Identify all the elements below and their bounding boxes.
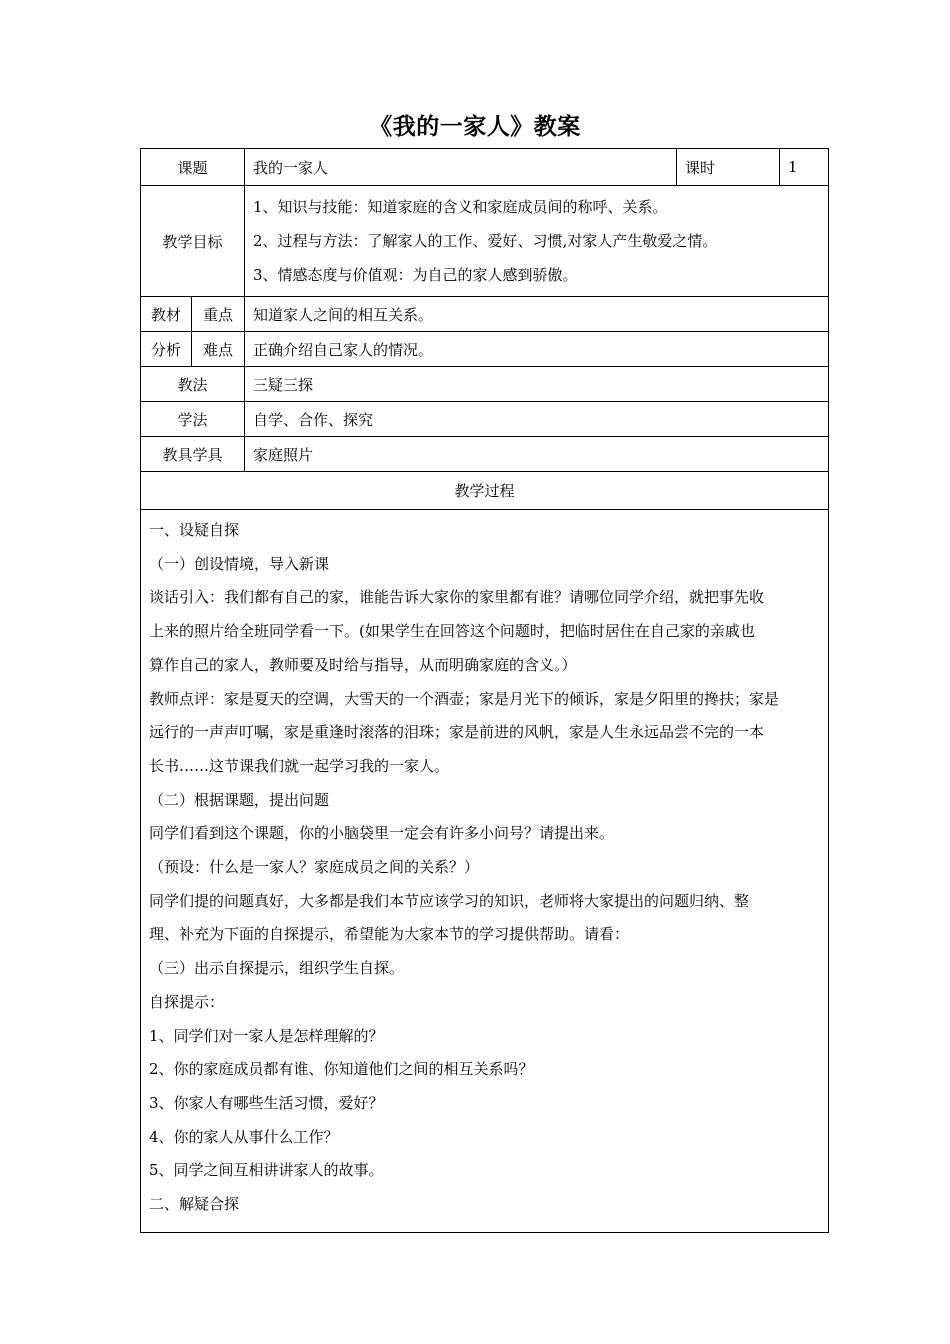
- key-point-label: 重点: [192, 297, 245, 332]
- difficulty-label: 难点: [192, 332, 245, 367]
- period-value: 1: [780, 149, 829, 186]
- process-line: 5、同学之间互相讲讲家人的故事。: [149, 1161, 384, 1180]
- process-line: 3、你家人有哪些生活习惯，爱好？: [149, 1093, 384, 1112]
- process-line: 同学们看到这个课题，你的小脑袋里一定会有许多小问号？请提出来。: [149, 824, 615, 843]
- process-line: 二、解疑合探: [149, 1195, 240, 1214]
- process-line: 自探提示：: [149, 992, 225, 1011]
- process-line: （一）创设情境，导入新课: [149, 554, 330, 573]
- analysis-label-bottom: 分析: [141, 332, 192, 367]
- goal-item: 2、过程与方法：了解家人的工作、爱好、习惯,对家人产生敬爱之情。: [253, 232, 718, 250]
- process-line: 4、你的家人从事什么工作？: [149, 1127, 339, 1146]
- topic-value: 我的一家人: [245, 149, 677, 186]
- teaching-method-value: 三疑三探: [245, 367, 829, 402]
- difficulty-value: 正确介绍自己家人的情况。: [245, 332, 829, 367]
- teaching-method-label: 教法: [141, 367, 245, 402]
- difficulty-row: [141, 332, 829, 367]
- process-line: 算作自己的家人，教师要及时给与指导，从而明确家庭的含义。）: [149, 655, 577, 674]
- process-line: 一、设疑自探: [149, 521, 240, 539]
- learning-method-value: 自学、合作、探究: [245, 402, 829, 437]
- process-line: 2、你的家庭成员都有谁、你知道他们之间的相互关系吗？: [149, 1060, 534, 1079]
- goals-row: [141, 186, 829, 297]
- teaching-tools-label: 教具学具: [141, 437, 245, 472]
- learning-method-row: [141, 402, 829, 437]
- process-line: 教师点评：家是夏天的空调，大雪天的一个酒壶；家是月光下的倾诉，家是夕阳里的搀扶；家是: [149, 689, 780, 708]
- process-line: 长书……这节课我们就一起学习我的一家人。: [149, 756, 450, 775]
- process-content: [141, 510, 829, 1233]
- teaching-tools-row: [141, 437, 829, 472]
- topic-label: 课题: [141, 149, 245, 186]
- topic-row: [141, 149, 829, 186]
- goal-item: 3、情感态度与价值观：为自己的家人感到骄傲。: [253, 266, 578, 284]
- process-row: [141, 510, 829, 1233]
- process-heading: 教学过程: [141, 472, 829, 510]
- teaching-method-row: [141, 367, 829, 402]
- goals-label: 教学目标: [141, 186, 245, 297]
- process-heading-row: [141, 472, 829, 510]
- lesson-plan-table: [140, 148, 829, 1233]
- key-point-row: [141, 297, 829, 332]
- goals-content: [245, 186, 829, 297]
- process-line: （预设：什么是一家人？家庭成员之间的关系？）: [149, 858, 480, 877]
- document-title: 《我的一家人》教案: [369, 114, 581, 140]
- teaching-tools-value: 家庭照片: [245, 437, 829, 472]
- goal-item: 1、知识与技能：知道家庭的含义和家庭成员间的称呼、关系。: [253, 198, 668, 216]
- process-line: 远行的一声声叮嘱，家是重逢时滚落的泪珠；家是前进的风帆，家是人生永远品尝不完的一本: [149, 723, 765, 742]
- process-line: 理、补充为下面的自探提示，希望能为大家本节的学习提供帮助。请看：: [149, 925, 630, 944]
- analysis-label-top: 教材: [141, 297, 192, 332]
- process-line: 1、同学们对一家人是怎样理解的？: [149, 1026, 384, 1045]
- key-point-value: 知道家人之间的相互关系。: [245, 297, 829, 332]
- process-line: 上来的照片给全班同学看一下。(如果学生在回答这个问题时，把临时居住在自己家的亲戚也: [149, 622, 755, 641]
- process-line: （二）根据课题，提出问题: [149, 790, 330, 809]
- process-line: 谈话引入：我们都有自己的家，谁能告诉大家你的家里都有谁？请哪位同学介绍，就把事先收: [149, 588, 765, 607]
- learning-method-label: 学法: [141, 402, 245, 437]
- process-line: 同学们提的问题真好，大多都是我们本节应该学习的知识，老师将大家提出的问题归纳、整: [149, 891, 750, 910]
- process-line: （三）出示自探提示，组织学生自探。: [149, 959, 405, 978]
- period-label: 课时: [677, 149, 780, 186]
